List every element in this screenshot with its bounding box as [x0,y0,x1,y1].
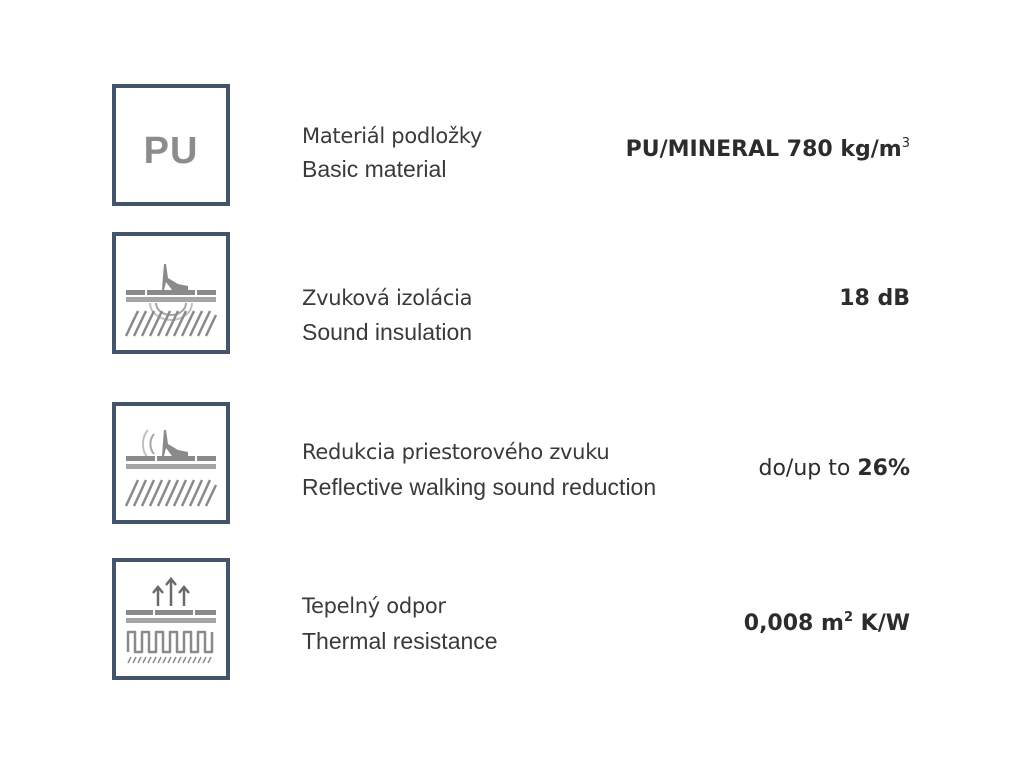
walking-sound-icon-graphic [116,406,226,520]
value [626,136,910,162]
label-local: Tepelný odpor [302,594,446,618]
pu-icon-text: PU [143,130,199,172]
sound-insulation-icon-graphic [116,236,226,350]
value-main: PU/MINERAL 780 kg/m [625,137,902,162]
label-local: Materiál podložky [302,124,482,148]
thermal-resistance-icon [112,558,230,680]
row-walking-sound [112,402,912,530]
thermal-resistance-icon-graphic [116,562,226,676]
value-main: 0,008 m [743,611,844,636]
value-prefix: do/up to [758,456,858,481]
label-en: Sound insulation [302,319,473,345]
value [839,286,910,311]
label-local: Zvuková izolácia [302,286,473,310]
row-basic-material [112,84,912,212]
pu-material-icon [112,84,230,206]
row-thermal-resistance [112,558,912,686]
sound-insulation-icon [112,232,230,354]
value-sup: 3 [901,136,910,151]
value [744,610,910,636]
value-main: 26% [857,456,910,481]
label-local: Redukcia priestorového zvuku [302,440,610,464]
row-sound-insulation [112,232,912,360]
walking-sound-icon [112,402,230,524]
value-sup: 2 [843,610,853,625]
value-main: 18 dB [839,286,910,311]
value-suffix: K/W [852,611,910,636]
value [759,456,911,481]
label-en: Reflective walking sound reduction [302,474,657,500]
label-en: Thermal resistance [302,628,498,654]
label-en: Basic material [302,156,447,182]
